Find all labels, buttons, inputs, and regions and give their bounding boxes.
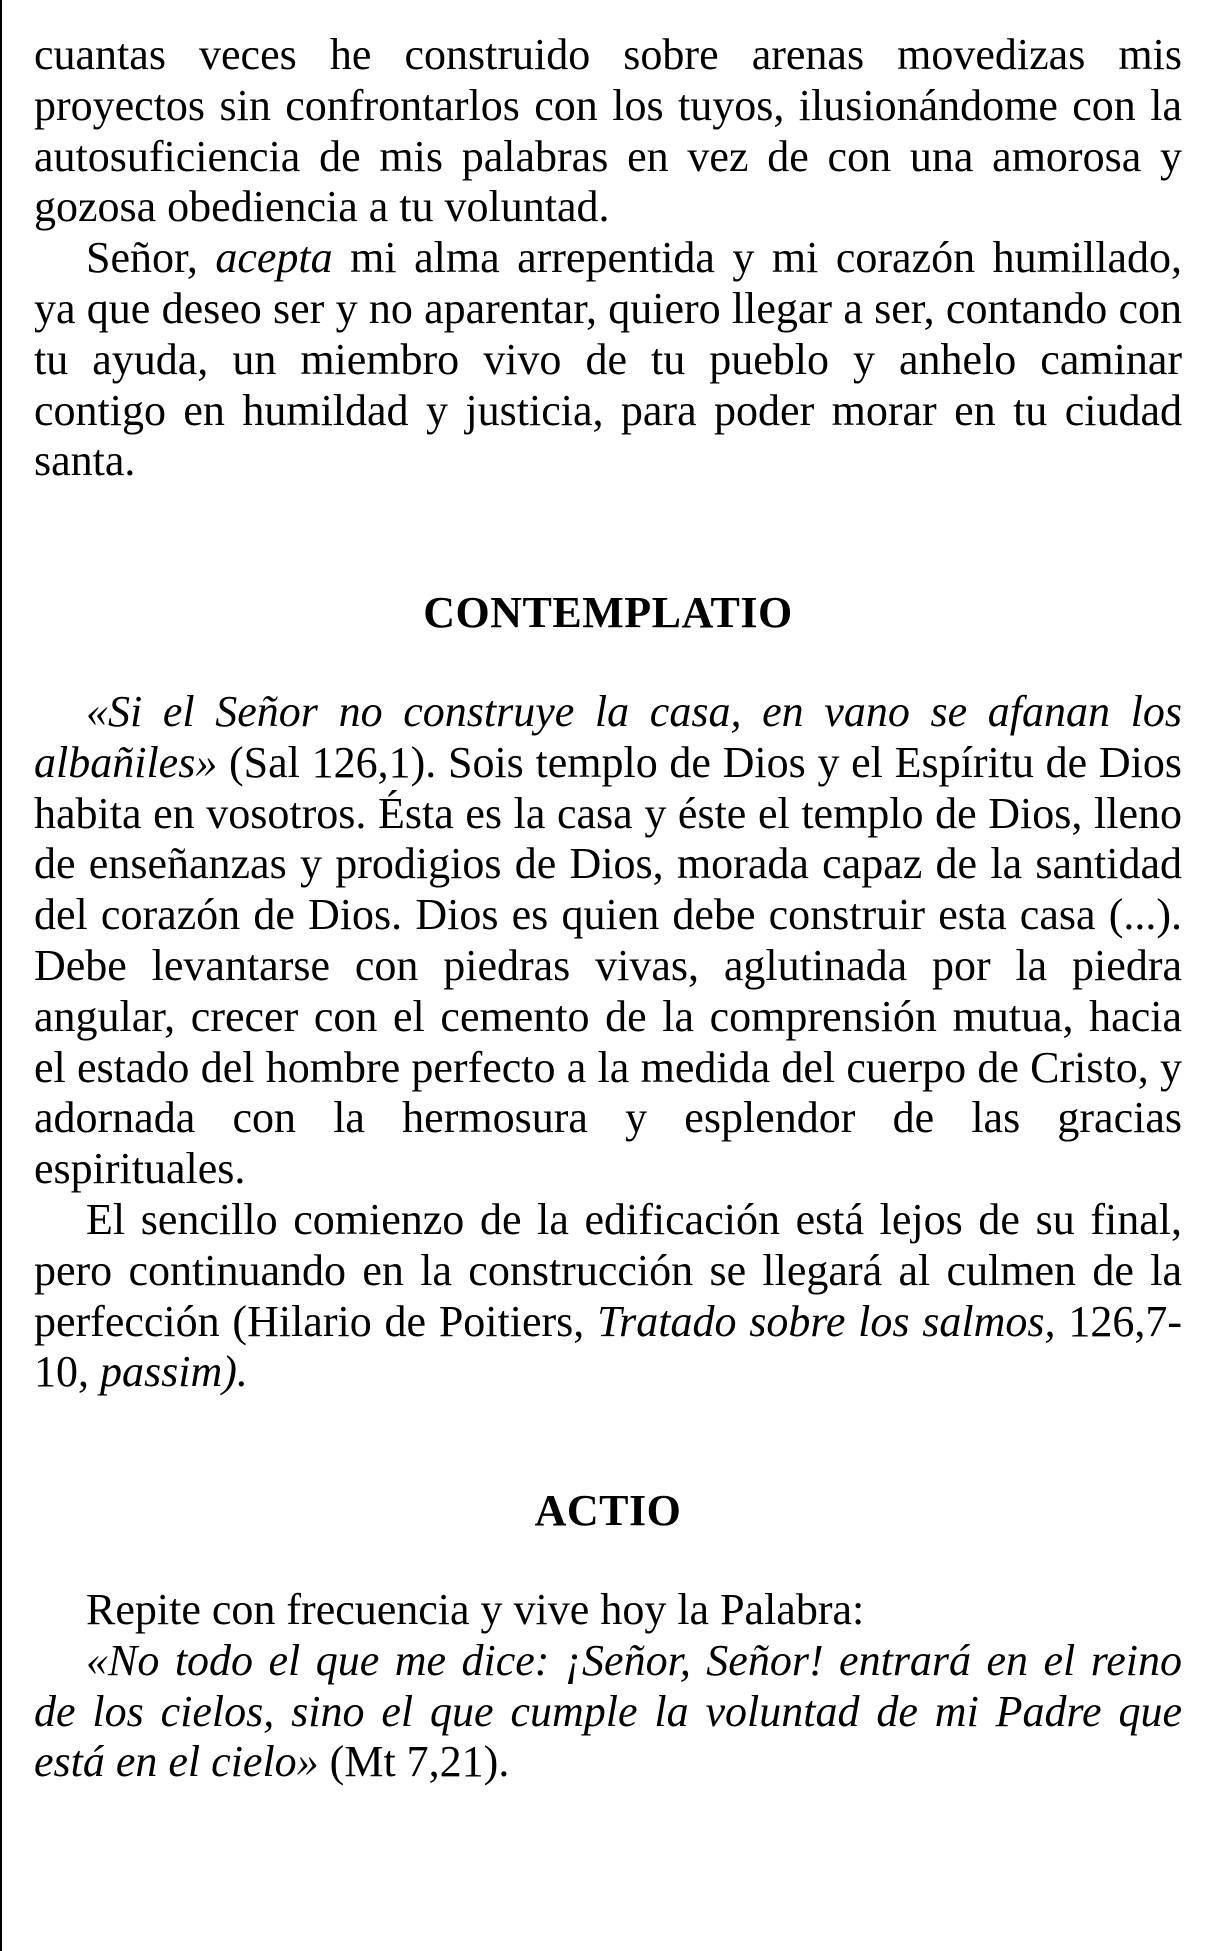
paragraph-6-quote: «No todo el que me dice: ¡Señor, Señor! entrará en el reino de los cielos, sino el que cumple la voluntad de mi Padre que está en el cielo» xyxy=(34,1635,1182,1787)
paragraph-4-reference: 126,7-10, xyxy=(34,1296,1182,1397)
paragraph-4-start: El sencillo comienzo de la edificación está lejos de su final, pero continuando en la construcción se llegará al culmen de la perfección (Hilario de Poitiers, xyxy=(34,1194,1182,1346)
section-spacer xyxy=(34,1398,1182,1486)
paragraph-2-rest: mi alma arrepentida y mi corazón humillado, ya que deseo ser y no aparentar, quiero llegar a ser, contando con tu ayuda, un miembro vivo de tu pueblo y anhelo caminar contigo en humildad y justicia, para poder morar en tu ciudad santa. xyxy=(34,233,1182,486)
paragraph-4-passim: passim). xyxy=(100,1347,248,1397)
heading-contemplatio: CONTEMPLATIO xyxy=(423,588,793,638)
paragraph-2 xyxy=(34,233,1182,487)
page-text xyxy=(34,30,1182,1788)
paragraph-3-quote: «Si el Señor no construye la casa, en vano se afanan los albañiles» xyxy=(34,686,1182,787)
section-spacer xyxy=(34,639,1182,687)
heading-actio: ACTIO xyxy=(534,1486,682,1536)
paragraph-3 xyxy=(34,687,1182,1195)
paragraph-5: Repite con frecuencia y vive hoy la Palabra: xyxy=(86,1584,865,1634)
paragraph-6 xyxy=(34,1636,1182,1788)
paragraph-6-citation: (Mt 7,21). xyxy=(318,1737,510,1787)
section-spacer xyxy=(34,1537,1182,1585)
paragraph-3-rest: (Sal 126,1). Sois templo de Dios y el Espíritu de Dios habita en vosotros. Ésta es la casa y éste el templo de Dios, lleno de enseñanzas y prodigios de Dios, morada capaz de la santidad del corazón de Dios. Dios es quien debe construir esta casa (...). Debe levantarse con piedras vivas, aglutinada por la piedra angular, crecer con el cemento de la comprensión mutua, hacia el estado del hombre perfecto a la medida del cuerpo de Cristo, y adornada con la hermosura y esplendor de las gracias espirituales. xyxy=(34,737,1182,1194)
paragraph-2-emphasis: acepta xyxy=(215,233,333,283)
paragraph-2-start: Señor, xyxy=(86,233,216,283)
paragraph-1: cuantas veces he construido sobre arenas movedizas mis proyectos sin confrontarlos con los tuyos, ilusionándome con la autosuficiencia de mis palabras en vez de con una amorosa y gozosa obediencia a tu voluntad. xyxy=(34,30,1182,232)
paragraph-4 xyxy=(34,1195,1182,1398)
section-spacer xyxy=(34,487,1182,588)
paragraph-4-title: Tratado sobre los salmos, xyxy=(597,1296,1056,1346)
